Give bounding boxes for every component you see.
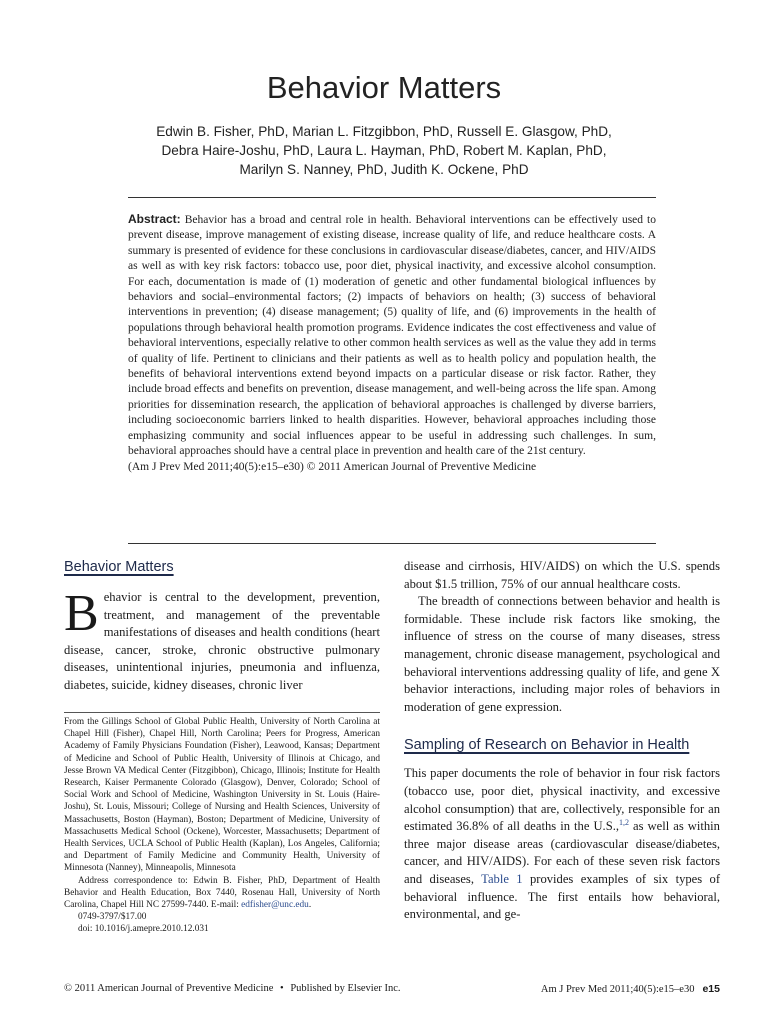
abstract [128,212,656,475]
page-footer [64,983,720,994]
email-link[interactable]: edfisher@unc.edu [241,900,309,911]
affiliations-note: From the Gillings School of Global Public Health, University of North Carolina at Chapel Hill (Fisher), Chapel Hill, North Carolina; Peers for Progress, American Academy of Family Physicians Foundation (Fisher), Leawood, Kansas; Department of Medicine and School of Public Health, University of Illinois at Chicago, and Jesse Brown VA Medical Center (Fitzgibbon), Chicago, Illinois; Institute for Health Research, Kaiser Permanente Colorado (Glasgow), Denver, Colorado; School of Social Work and School of Medicine, Washington University in St. Louis (Haire-Joshu), St. Louis, Missouri; College of Nursing and Health Sciences, University of Massachusetts, Boston (Hayman), Boston; Department of Medicine, University of Massachusetts Medical School (Ockene), Worcester, Massachusetts; Department of Health Services, UCLA School of Public Health (Kaplan), Los Angeles, California; and Department of Family Medicine and Community Health, University of Minnesota (Nanney), Minneapolis, Minnesota [64,717,380,874]
page-number: e15 [702,983,720,995]
issn-price: 0749-3797/$17.00 [78,912,147,923]
reference-link[interactable]: 1,2 [619,817,629,827]
sampling-paragraph [404,765,720,923]
footer-publisher: Published by Elsevier Inc. [290,983,401,994]
abstract-top-rule [128,197,656,198]
abstract-label: Abstract: [128,212,181,226]
footer-copyright: © 2011 American Journal of Preventive Medicine [64,983,274,994]
section-heading-behavior-matters: Behavior Matters [64,559,174,575]
footer-bullet: • [280,983,284,994]
author-line: Debra Haire-Joshu, PhD, Laura L. Hayman, PhD, Robert M. Kaplan, PhD, [161,143,607,158]
continued-paragraph: disease and cirrhosis, HIV/AIDS) on which the U.S. spends about $1.5 trillion, 75% of our annual healthcare costs. [404,559,720,591]
sampling-text-3: provides examples of six types of behavioral influence. The first entails how behavioral, environmental, and ge- [404,871,721,922]
intro-paragraph [64,585,380,695]
footnote-rule [64,712,380,713]
section-heading-sampling: Sampling of Research on Behavior in Health [404,737,690,754]
author-line: Edwin B. Fisher, PhD, Marian L. Fitzgibbon, PhD, Russell E. Glasgow, PhD, [156,124,612,139]
footer-right [541,983,720,995]
correspondence-note [64,875,380,912]
drop-cap: B [64,585,99,642]
doi-note: doi: 10.1016/j.amepre.2010.12.031 [78,924,209,935]
footer-citation: Am J Prev Med 2011;40(5):e15–e30 [540,984,695,995]
abstract-citation: (Am J Prev Med 2011;40(5):e15–e30) © 2011 American Journal of Preventive Medicine [128,460,537,473]
abstract-text: Behavior has a broad and central role in health. Behavioral interventions can be effectively used to prevent disease, improve management of existing disease, increase quality of life, and reduce healthcare costs. A summary is presented of evidence for these conclusions in cardiovascular disease/diabetes, cancer, and HIV/AIDS as well as with key risk factors: tobacco use, poor diet, physical inactivity, and excessive alcohol consumption. For each, documentation is made of (1) moderation of genetic and other fundamental biological influences by behaviors and social–environmental factors; (2) impacts of behaviors on health; (3) success of behavioral interventions in prevention; (4) disease management; (5) quality of life, and (6) improvements in the health of populations through behavioral health promotion programs. Evidence indicates the cost effectiveness and value of behavioral interventions, especially relative to other common health services as well as the value they add in terms of quality of life. Pertinent to clinicians and their patients as well as to health policy and population health, the benefits of behavioral interventions extend beyond impacts on a particular disease or risk factor. Rather, they include broad effects and benefits on prevention, disease management, and well-being across the life span. Among priorities for dissemination research, the application of behavioral approaches is challenged by diverse barriers, including socioeconomic barriers linked to health disparities. However, behavioral approaches including those emphasizing community and social influences appear to be useful in addressing such challenges. In sum, behavioral approaches should have a central place in prevention and health care of the 21st century. [128,214,657,458]
intro-paragraph-text: ehavior is central to the development, prevention, treatment, and management of the preventable manifestations of diseases and health conditions (heart disease, cancer, stroke, chronic obstructive pulmonary diseases, unintentional injuries, pneumonia and influenza, diabetes, suicide, kidney diseases, chronic liver [64,590,380,692]
table-1-link[interactable]: Table 1 [481,871,523,886]
footnotes [64,716,380,936]
correspondence-end: . [308,900,312,911]
article-title: Behavior Matters [266,70,502,105]
abstract-bottom-rule [128,543,656,544]
correspondence-text: Address correspondence to: Edwin B. Fisher, PhD, Department of Health Behavior and Health Education, Box 7440, Rosenau Hall, University of North Carolina, Chapel Hill NC 27599-7440. E-mail: [64,875,380,911]
sampling-text-1: This paper documents the role of behavior in four risk factors (tobacco use, poor diet, physical inactivity, and excessive alcohol consumption) that are, collectively, responsible for an estimated 36.8% of all deaths in the U.S., [404,766,720,834]
sampling-text-2: as well as within three major disease areas (cardiovascular disease/diabetes, cancer, and HIV/AIDS). For each of these seven risk factors and diseases, [404,819,720,886]
left-column [64,558,380,695]
breadth-paragraph: The breadth of connections between behavior and health is formidable. These include risk factors like smoking, the influence of stress on the course of many diseases, stress management, chronic disease management, psychological and behavioral interventions addressing quality of life, and gene X behavior interactions, including major roles of behaviors in moderation of gene expression. [404,594,720,714]
author-list [100,122,668,179]
right-column [404,558,720,924]
author-line: Marilyn S. Nanney, PhD, Judith K. Ockene, PhD [239,162,529,177]
